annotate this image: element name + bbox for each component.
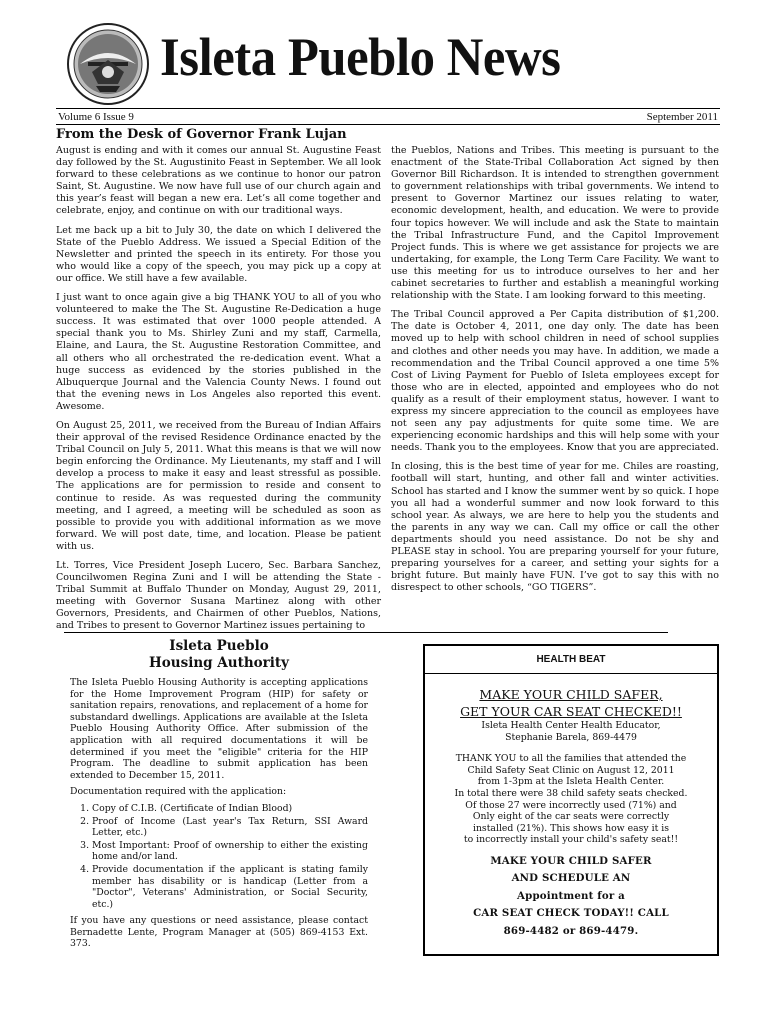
body-line: from 1-3pm at the Isleta Health Center. [477,776,665,788]
header-rule [56,108,720,109]
health-beat-headline-2: GET YOUR CAR SEAT CHECKED!! [460,704,682,719]
list-item: 2. Proof of Income (Last year's Tax Return, SSI Award Letter, etc.) [92,816,368,839]
body-line: Only eight of the car seats were correctly [472,811,670,823]
governor-headline: From the Desk of Governor Frank Lujan [56,127,347,142]
housing-intro: The Isleta Pueblo Housing Authority is accepting applications for the Home Improvement Program (HIP) for safety or sanitation repairs, renovations, and replacement of a home for substandard dwellings. Applications are available at the Isleta Pueblo Housing Authority Office. After submission of the application with all required documentations it will be determined if you meet the "eligible" criteria for the HIP Program. The deadline to submit application has been extended to December 15, 2011. [70,677,368,781]
governor-column-left [56,145,381,640]
housing-title-line1: Isleta Pueblo [169,638,269,654]
cta-line: AND SCHEDULE AN [511,872,631,885]
paragraph: August is ending and with it comes our annual St. Augustine Feast day followed by the St. Augustinito Feast in September. We all look forward to these celebrations as we continue to honor our patron Saint, St. Augustine. We now have full use of our church again and this year’s feast will began a new era. Let’s all come together and celebrate, enjoy, and continue on with our traditional ways. [56,145,381,217]
body-line: THANK YOU to all the families that attended the [455,753,687,765]
newsletter-title: Isleta Pueblo News [160,27,561,87]
housing-contact: If you have any questions or need assistance, please contact Bernadette Lente, Program Manager at (505) 869-4153 Ext. 373. [70,915,368,950]
housing-title-line2: Housing Authority [149,655,289,671]
paragraph: Lt. Torres, Vice President Joseph Lucero, Sec. Barbara Sanchez, Councilwomen Regina Zuni and I will be attending the State - Tribal Summit at Buffalo Thunder on Monday, August 29, 2011, meeting with Governor Susana Martinez along with other Governors, Presidents, and Chairmen of other Pueblos, Nations, and Tribes to present to Governor Martinez issues pertaining to [56,560,381,632]
health-beat-label: HEALTH BEAT [425,646,717,674]
cta-line: MAKE YOUR CHILD SAFER [490,854,652,867]
issue-date: September 2011 [646,111,718,123]
issue-bar [56,111,720,125]
body-line: Child Safety Seat Clinic on August 12, 2011 [467,764,675,776]
health-beat-byline-1: Isleta Health Center Health Educator, [481,720,661,731]
housing-authority-article [70,638,368,955]
health-beat-body [425,753,717,846]
list-item: 4. Provide documentation if the applicant is stating family member has disability or is handicap (Letter from a "Doctor", Veterans' Administration, or Social Security, etc.) [92,864,368,910]
cta-line: CAR SEAT CHECK TODAY!! CALL [473,907,669,920]
body-line: to incorrectly install your child's safety seat!! [463,834,679,846]
health-beat-headline-1: MAKE YOUR CHILD SAFER, [479,687,663,702]
paragraph: I just want to once again give a big THANK YOU to all of you who volunteered to make the The St. Augustine Re-Dedication a huge success. It was estimated that over 1000 people attended. A special thank you to Ms. Shirley Zuni and my staff, Carmella, Elaine, and Laura, the St. Augustine Restoration Committee, and all others who all orchestrated the re-dedication event. What a huge success as evidenced by the stories published in the Albuquerque Journal and the Valencia County News. I found out that the evening news in Los Angeles also reported this event. Awesome. [56,292,381,412]
list-item: 3. Most Important: Proof of ownership to either the existing home and/or land. [92,840,368,863]
body-line: In total there were 38 child safety seats checked. [454,787,688,799]
housing-title [70,638,368,672]
health-beat-box [423,644,719,956]
governor-column-right [391,145,719,601]
header-rule-lower [56,124,720,125]
list-item: 1. Copy of C.I.B. (Certificate of Indian Blood) [92,803,368,815]
body-line: Of those 27 were incorrectly used (71%) and [465,799,677,811]
cta-line: Appointment for a [517,889,625,902]
paragraph: Let me back up a bit to July 30, the date on which I delivered the State of the Pueblo Address. We issued a Special Edition of the Newsletter and printed the speech in its entirety. For those you who would like a copy of the speech, you may pick up a copy at our office. We still have a few available. [56,224,381,284]
paragraph: In closing, this is the best time of year for me. Chiles are roasting, football will start, hunting, and other fall and winter activities. School has started and I know the summer went by so quick. I hope you all had a wonderful summer and now look forward to this school year. As always, we are here to help you the students and the parents in any way we can. Call my office or call the other departments should you need assistance. Do not be shy and PLEASE stay in school. You are preparing yourself for your future, preparing yourselves for a career, and setting your sights for a bright future. But mainly have FUN. I’ve got to say this with no disrespect to other schools, “GO TIGERS”. [391,461,719,594]
section-divider [64,632,668,633]
cta-phone: 869-4482 or 869-4479. [503,924,639,937]
health-beat-cta [425,853,717,941]
pueblo-seal-icon [66,22,150,106]
housing-doc-list [70,803,368,910]
issue-volume: Volume 6 Issue 9 [58,111,134,123]
paragraph: On August 25, 2011, we received from the Bureau of Indian Affairs their approval of the revised Residence Ordinance enacted by the Tribal Council on July 5, 2011. What this means is that we will now begin enforcing the Ordinance. My Lieutenants, my staff and I will develop a process to make it easy and least stressful as possible. The applications are for permission to reside and consent to continue to reside. As was requested during the community meeting, and I agreed, a meeting will be scheduled as soon as possible to provide you with additional information as we move forward. We will post date, time, and location. Please be patient with us. [56,419,381,552]
housing-doc-heading: Documentation required with the application: [70,786,287,798]
paragraph: the Pueblos, Nations and Tribes. This meeting is pursuant to the enactment of the State-Tribal Collaboration Act signed by then Governor Bill Richardson. It is intended to strengthen government to government relationships with tribal governments. We intend to present to Governor Martinez our issues relating to water, economic development, health, and education. We were to provide four topics however. We will include and ask the State to maintain the Tribal Infrastructure Fund, and the Capitol Improvement Project funds. This is where we get assistance for projects we are undertaking, for example, the Long Term Care Facility. We want to use this meeting for us to introduce ourselves to her and her cabinet secretaries to further and establish a meaningful working relationship with the State. I am looking forward to this meeting. [391,145,719,302]
body-line: installed (21%). This shows how easy it is [472,822,670,834]
health-beat-byline-2: Stephanie Barela, 869-4479 [505,731,637,743]
paragraph: The Tribal Council approved a Per Capita distribution of $1,200. The date is October 4, 2011, one day only. The date has been moved up to help with school children in need of school supplies and clothes and other needs you may have. In addition, we made a recommendation and the Tribal Council approved a one time 5% Cost of Living Payment for Pueblo of Isleta employees except for those who are in elected, appointed and employees who do not qualify as a result of their employment status, however. I want to express my sincere appreciation to the council as employees have not seen any pay adjustments for quite some time. We are experiencing economic hardships and this will help some with your needs. Thank you to the employees. Know that you are appreciated. [391,309,719,454]
